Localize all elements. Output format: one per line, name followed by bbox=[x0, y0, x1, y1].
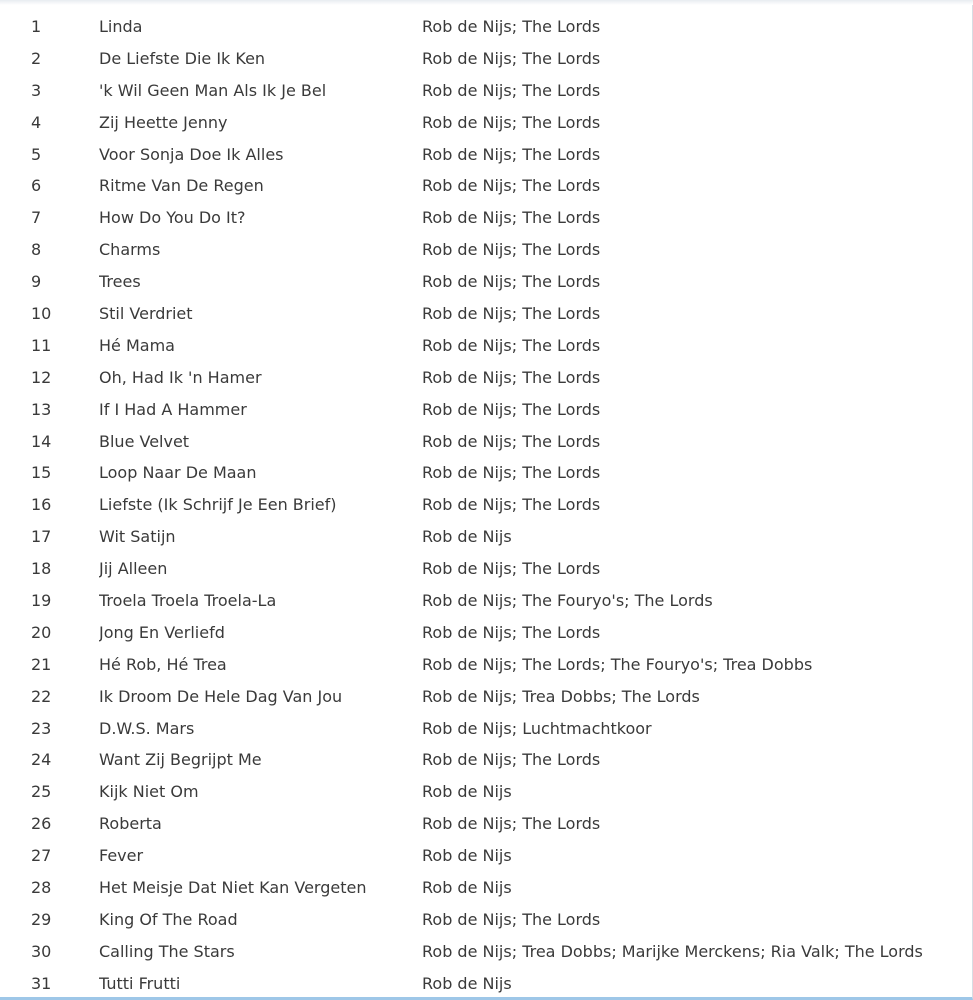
track-row[interactable] bbox=[0, 362, 972, 394]
track-number-text: 2 bbox=[31, 48, 42, 68]
track-number bbox=[0, 553, 58, 585]
track-number-text: 15 bbox=[31, 463, 52, 483]
track-artist: Rob de Nijs bbox=[422, 782, 512, 802]
track-row[interactable] bbox=[0, 904, 972, 936]
track-number-text: 1 bbox=[31, 17, 42, 36]
track-number bbox=[0, 617, 58, 649]
track-number bbox=[0, 649, 58, 681]
track-number-text: 25 bbox=[31, 782, 52, 802]
track-title: Stil Verdriet bbox=[99, 304, 193, 324]
track-artist: Rob de Nijs; Trea Dobbs; Marijke Merckens; Ria Valk; The Lords bbox=[422, 941, 923, 961]
track-artist: Rob de Nijs; The Lords bbox=[422, 495, 601, 515]
track-title: Linda bbox=[99, 17, 143, 36]
track-number-text: 23 bbox=[31, 718, 52, 738]
track-number-text: 4 bbox=[31, 112, 42, 132]
track-number bbox=[0, 840, 58, 872]
track-number-text: 20 bbox=[31, 622, 52, 642]
track-number-text: 30 bbox=[31, 941, 52, 961]
track-title: Het Meisje Dat Niet Kan Vergeten bbox=[99, 878, 367, 898]
track-artist: Rob de Nijs; The Lords bbox=[422, 463, 601, 483]
track-artist: Rob de Nijs; The Lords bbox=[422, 559, 601, 579]
track-number bbox=[0, 521, 58, 553]
track-number-text: 31 bbox=[31, 973, 52, 993]
track-row[interactable] bbox=[0, 202, 972, 234]
track-artist: Rob de Nijs; The Lords bbox=[422, 750, 601, 770]
track-number-text: 26 bbox=[31, 814, 52, 834]
track-artist: Rob de Nijs; The Lords; The Fouryo's; Trea Dobbs bbox=[422, 654, 813, 674]
track-number bbox=[0, 872, 58, 904]
track-row[interactable] bbox=[0, 776, 972, 808]
track-number-text: 9 bbox=[31, 272, 42, 292]
track-title: Fever bbox=[99, 846, 144, 866]
track-number bbox=[0, 489, 58, 521]
track-number bbox=[0, 394, 58, 426]
track-number bbox=[0, 681, 58, 713]
track-number-text: 22 bbox=[31, 686, 52, 706]
track-number-text: 14 bbox=[31, 431, 52, 451]
track-title: Blue Velvet bbox=[99, 431, 190, 451]
track-row[interactable] bbox=[0, 744, 972, 776]
track-number bbox=[0, 968, 58, 1000]
track-title: Calling The Stars bbox=[99, 941, 235, 961]
track-list bbox=[0, 11, 972, 1000]
track-number bbox=[0, 107, 58, 139]
track-title: Hé Rob, Hé Trea bbox=[99, 654, 227, 674]
track-artist: Rob de Nijs; The Lords bbox=[422, 367, 601, 387]
track-title: De Liefste Die Ik Ken bbox=[99, 48, 266, 68]
top-edge-shadow bbox=[0, 0, 973, 5]
track-number bbox=[0, 457, 58, 489]
track-row[interactable] bbox=[0, 521, 972, 553]
track-artist: Rob de Nijs bbox=[422, 973, 512, 993]
track-title: Zij Heette Jenny bbox=[99, 112, 228, 132]
track-title: Kijk Niet Om bbox=[99, 782, 199, 802]
track-title: Oh, Had Ik 'n Hamer bbox=[99, 367, 262, 387]
track-row[interactable] bbox=[0, 585, 972, 617]
track-number-text: 8 bbox=[31, 240, 42, 260]
track-row[interactable] bbox=[0, 139, 972, 171]
track-number-text: 18 bbox=[31, 559, 52, 579]
track-row[interactable] bbox=[0, 75, 972, 107]
track-artist: Rob de Nijs bbox=[422, 527, 512, 547]
track-title: Liefste (Ik Schrijf Je Een Brief) bbox=[99, 495, 337, 515]
track-number-text: 10 bbox=[31, 304, 52, 324]
track-row[interactable] bbox=[0, 107, 972, 139]
track-title: Loop Naar De Maan bbox=[99, 463, 257, 483]
track-artist: Rob de Nijs; The Lords bbox=[422, 335, 601, 355]
track-title: If I Had A Hammer bbox=[99, 399, 247, 419]
track-artist: Rob de Nijs bbox=[422, 846, 512, 866]
track-title: Voor Sonja Doe Ik Alles bbox=[99, 144, 284, 164]
track-title: Troela Troela Troela-La bbox=[99, 591, 277, 611]
track-number bbox=[0, 139, 58, 171]
track-row[interactable] bbox=[0, 394, 972, 426]
track-number bbox=[0, 585, 58, 617]
track-row[interactable] bbox=[0, 713, 972, 745]
track-artist: Rob de Nijs; The Lords bbox=[422, 622, 601, 642]
track-number bbox=[0, 713, 58, 745]
track-number-text: 27 bbox=[31, 846, 52, 866]
track-number bbox=[0, 362, 58, 394]
track-artist: Rob de Nijs bbox=[422, 878, 512, 898]
track-artist: Rob de Nijs; The Lords bbox=[422, 272, 601, 292]
track-row[interactable] bbox=[0, 234, 972, 266]
track-number-text: 16 bbox=[31, 495, 52, 515]
track-title: Ritme Van De Regen bbox=[99, 176, 264, 196]
track-number bbox=[0, 170, 58, 202]
track-number bbox=[0, 330, 58, 362]
track-row[interactable] bbox=[0, 936, 972, 968]
track-number bbox=[0, 298, 58, 330]
track-row[interactable] bbox=[0, 872, 972, 904]
track-artist: Rob de Nijs; The Lords bbox=[422, 240, 601, 260]
track-artist: Rob de Nijs; The Lords bbox=[422, 431, 601, 451]
track-number bbox=[0, 43, 58, 75]
track-artist: Rob de Nijs; The Fouryo's; The Lords bbox=[422, 591, 713, 611]
track-number bbox=[0, 234, 58, 266]
track-title: D.W.S. Mars bbox=[99, 718, 195, 738]
track-row[interactable] bbox=[0, 840, 972, 872]
track-row[interactable] bbox=[0, 553, 972, 585]
track-title: Want Zij Begrijpt Me bbox=[99, 750, 262, 770]
track-title: Ik Droom De Hele Dag Van Jou bbox=[99, 686, 343, 706]
track-title: Hé Mama bbox=[99, 335, 175, 355]
track-title: Roberta bbox=[99, 814, 162, 834]
track-artist: Rob de Nijs; The Lords bbox=[422, 814, 601, 834]
track-number bbox=[0, 936, 58, 968]
track-artist: Rob de Nijs; The Lords bbox=[422, 399, 601, 419]
track-title: How Do You Do It? bbox=[99, 208, 246, 228]
track-title: Tutti Frutti bbox=[99, 973, 181, 993]
track-number bbox=[0, 904, 58, 936]
track-row[interactable] bbox=[0, 426, 972, 458]
track-title: Charms bbox=[99, 240, 161, 260]
track-number-text: 7 bbox=[31, 208, 42, 228]
track-artist: Rob de Nijs; The Lords bbox=[422, 17, 601, 36]
track-row[interactable] bbox=[0, 968, 972, 1000]
track-artist: Rob de Nijs; The Lords bbox=[422, 176, 601, 196]
track-title: King Of The Road bbox=[99, 909, 238, 929]
track-title: Jij Alleen bbox=[99, 559, 168, 579]
track-artist: Rob de Nijs; The Lords bbox=[422, 80, 601, 100]
track-number-text: 24 bbox=[31, 750, 52, 770]
track-artist: Rob de Nijs; The Lords bbox=[422, 112, 601, 132]
track-title: Wit Satijn bbox=[99, 527, 176, 547]
track-row[interactable] bbox=[0, 649, 972, 681]
track-number-text: 3 bbox=[31, 80, 42, 100]
track-number-text: 11 bbox=[31, 335, 52, 355]
track-artist: Rob de Nijs; The Lords bbox=[422, 304, 601, 324]
track-artist: Rob de Nijs; Trea Dobbs; The Lords bbox=[422, 686, 700, 706]
track-row[interactable] bbox=[0, 330, 972, 362]
track-number-text: 5 bbox=[31, 144, 42, 164]
track-number-text: 28 bbox=[31, 878, 52, 898]
track-title: 'k Wil Geen Man Als Ik Je Bel bbox=[99, 80, 327, 100]
track-number bbox=[0, 744, 58, 776]
track-number bbox=[0, 11, 58, 43]
track-number-text: 21 bbox=[31, 654, 52, 674]
track-artist: Rob de Nijs; The Lords bbox=[422, 208, 601, 228]
track-title: Jong En Verliefd bbox=[99, 622, 225, 642]
track-number-text: 6 bbox=[31, 176, 42, 196]
track-artist: Rob de Nijs; Luchtmachtkoor bbox=[422, 718, 652, 738]
track-artist: Rob de Nijs; The Lords bbox=[422, 144, 601, 164]
track-number bbox=[0, 426, 58, 458]
track-row[interactable] bbox=[0, 808, 972, 840]
track-number-text: 29 bbox=[31, 909, 52, 929]
track-number-text: 12 bbox=[31, 367, 52, 387]
track-row[interactable] bbox=[0, 298, 972, 330]
track-artist: Rob de Nijs; The Lords bbox=[422, 48, 601, 68]
track-number-text: 17 bbox=[31, 527, 52, 547]
track-row[interactable] bbox=[0, 266, 972, 298]
track-number bbox=[0, 776, 58, 808]
track-row[interactable] bbox=[0, 617, 972, 649]
track-row[interactable] bbox=[0, 681, 972, 713]
track-number bbox=[0, 202, 58, 234]
track-number-text: 19 bbox=[31, 591, 52, 611]
track-row[interactable] bbox=[0, 170, 972, 202]
track-row[interactable] bbox=[0, 457, 972, 489]
track-row[interactable] bbox=[0, 489, 972, 521]
track-number bbox=[0, 75, 58, 107]
track-row[interactable] bbox=[0, 43, 972, 75]
track-artist: Rob de Nijs; The Lords bbox=[422, 909, 601, 929]
track-row[interactable] bbox=[0, 11, 972, 43]
track-number bbox=[0, 808, 58, 840]
track-number bbox=[0, 266, 58, 298]
track-title: Trees bbox=[99, 272, 141, 292]
track-number-text: 13 bbox=[31, 399, 52, 419]
